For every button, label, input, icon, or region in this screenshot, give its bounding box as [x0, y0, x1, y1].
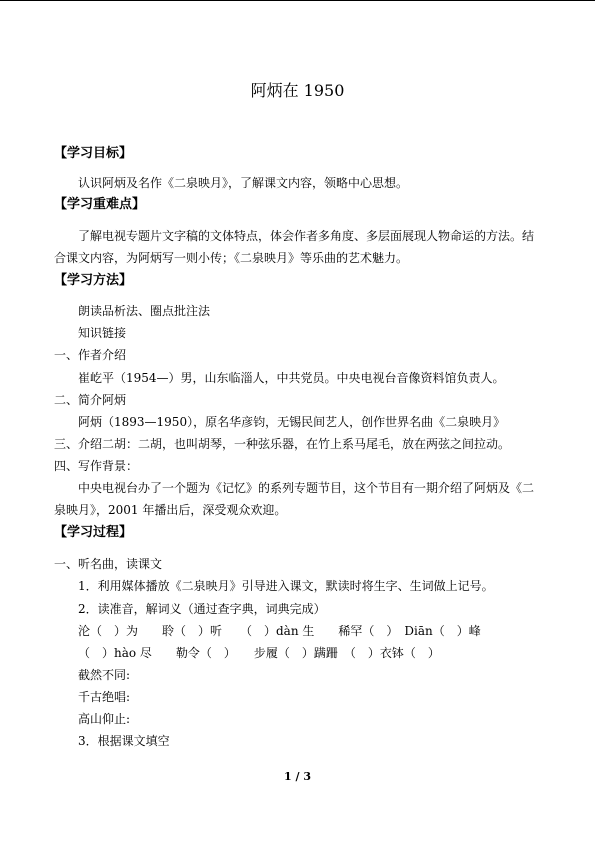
heading-method: 【学习方法】	[54, 273, 133, 288]
key-text-1: 了解电视专题片文字稿的文体特点，体会作者多角度、多层面展现人物命运的方法。结	[78, 229, 535, 243]
item-author: 一、作者介绍	[54, 348, 127, 362]
item-author-text: 崔屹平（1954—）男，山东临淄人，中共党员。中央电视台音像资料馆负责人。	[78, 371, 505, 385]
word-qiangu: 千古绝唱:	[78, 690, 131, 704]
process-s3: 3．根据课文填空	[78, 734, 170, 748]
process-s1: 1．利用媒体播放《二泉映月》引导进入课文，默读时将生字、生词做上记号。	[78, 579, 494, 593]
method-text: 朗读品析法、圈点批注法	[78, 304, 211, 318]
item-abing: 二、简介阿炳	[54, 393, 127, 407]
page-top-rule	[0, 0, 595, 1]
background-text-1: 中央电视台办了一个题为《记忆》的系列专题节目，这个节目有一期介绍了阿炳及《二	[78, 481, 535, 495]
heading-key: 【学习重难点】	[54, 197, 146, 212]
background-text-2: 泉映月》，2001 年播出后，深受观众欢迎。	[54, 503, 287, 517]
page-title: 阿炳在 1950	[250, 81, 345, 100]
knowledge-link: 知识链接	[78, 326, 127, 340]
item-erhu: 三、介绍二胡：二胡，也叫胡琴，一种弦乐器，在竹上系马尾毛，放在两弦之间拉动。	[54, 437, 511, 451]
process-step1: 一、听名曲，读课文	[54, 557, 163, 571]
item-background: 四、写作背景：	[54, 459, 139, 473]
word-jieran: 截然不同:	[78, 668, 131, 682]
heading-process: 【学习过程】	[54, 525, 133, 540]
page-number: 1 / 3	[284, 770, 311, 783]
goal-text: 认识阿炳及名作《二泉映月》，了解课文内容，领略中心思想。	[78, 176, 409, 190]
item-abing-text: 阿炳（1893—1950），原名华彦钧，无锡民间艺人，创作世界名曲《二泉映月》	[78, 415, 506, 429]
key-text-2: 合课文内容，为阿炳写一则小传；《二泉映月》等乐曲的艺术魅力。	[54, 251, 409, 265]
pinyin-row-1: 沦（ ）为 聆（ ）听 （ ）dàn 生 稀罕（ ） Diān（ ）峰	[78, 624, 481, 638]
heading-goal: 【学习目标】	[54, 146, 133, 161]
process-s2: 2．读准音，解词义（通过查字典，词典完成）	[78, 602, 326, 616]
pinyin-row-2: （ ）hào 尽 勒令（ ） 步履（ ）蹒跚 （ ）衣钵（ ）	[78, 646, 440, 660]
word-gaoshan: 高山仰止:	[78, 712, 131, 726]
